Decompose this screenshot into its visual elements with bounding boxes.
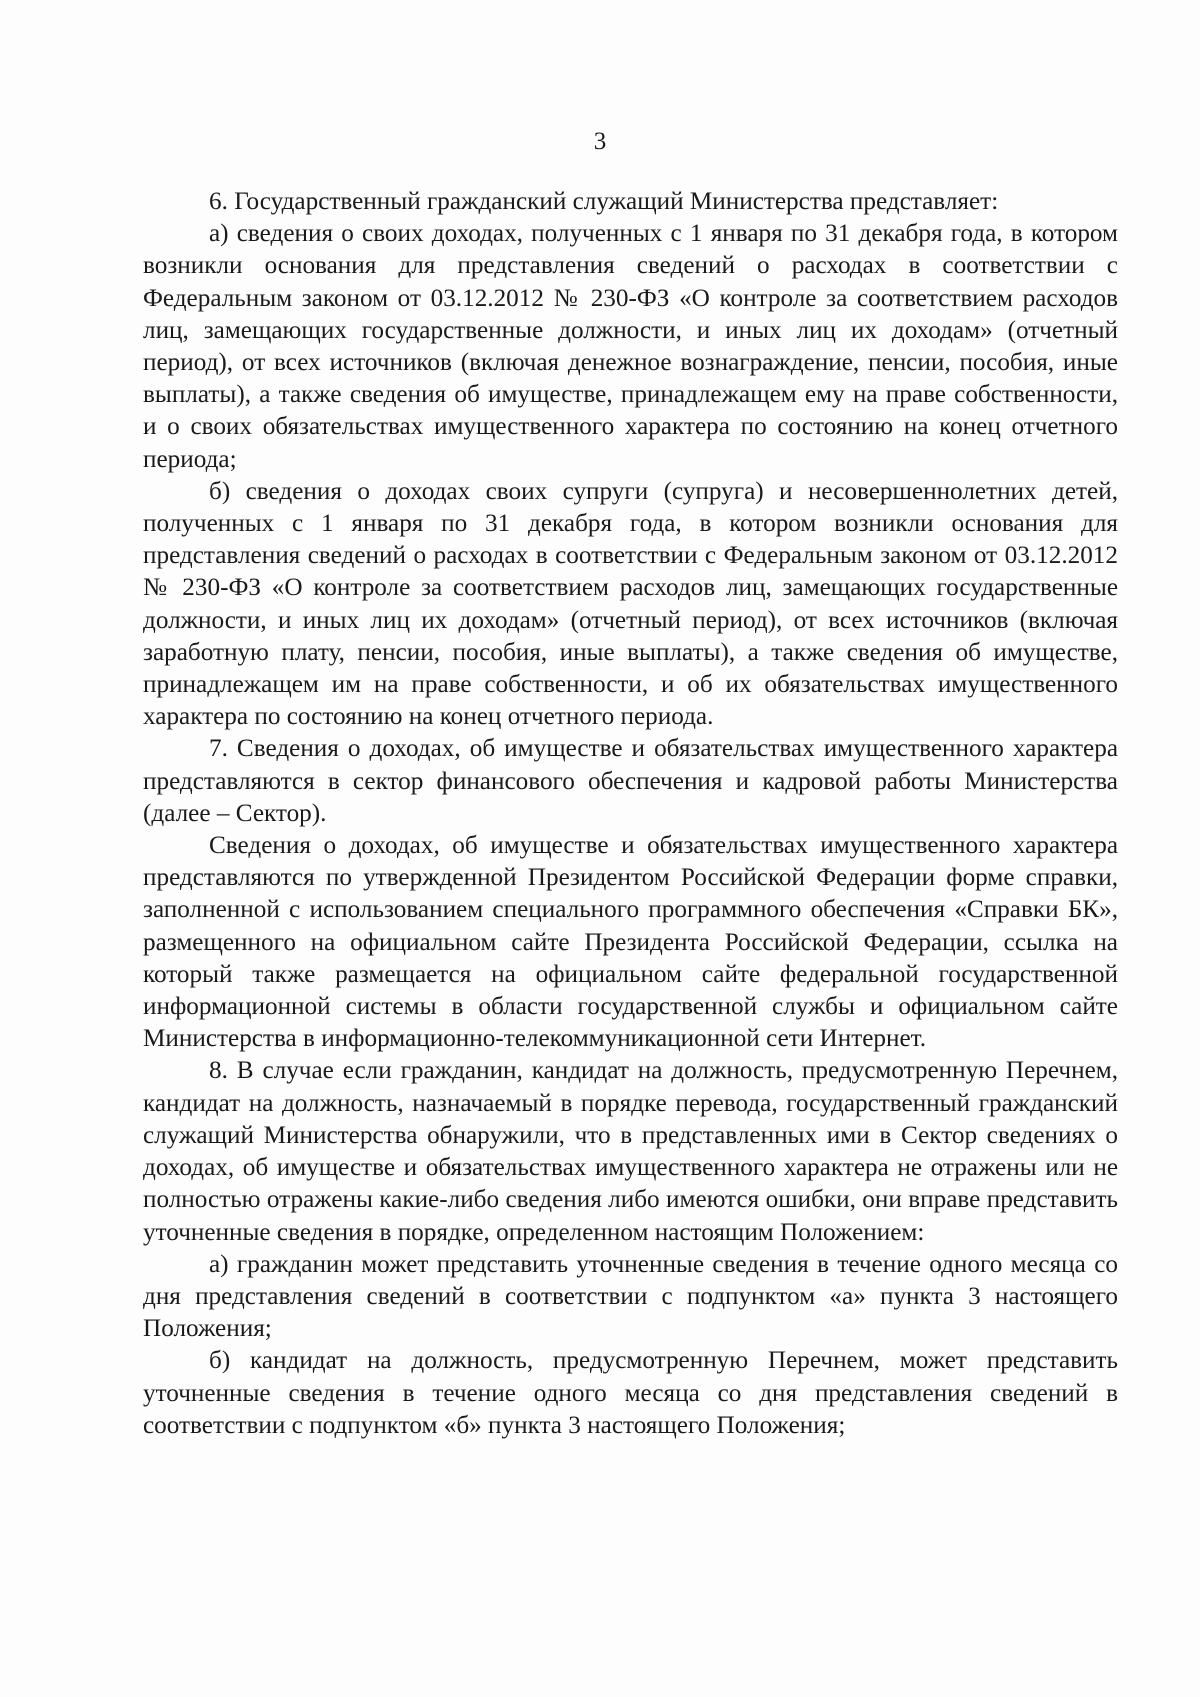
paragraph-7: 7. Сведения о доходах, об имуществе и обязательствах имущественного характера представляются в сектор финансового обеспечения и кадровой работы Министерства (далее – Сектор). xyxy=(143,735,1118,827)
paragraph-6a: а) сведения о своих доходах, полученных с 1 января по 31 декабря года, в котором возникли основания для представления сведений о расходах в соответствии с Федеральным законом от 03.12.2012 № 230-ФЗ «О контроле за соответствием расходов лиц, замещающих государственные должности, и иных лиц их доходам» (отчетный период), от всех источников (включая денежное вознаграждение, пенсии, пособия, иные выплаты), а также сведения об имуществе, принадлежащем ему на праве собственности, и о своих обязательствах имущественного характера по состоянию на конец отчетного периода; xyxy=(143,220,1118,473)
paragraph-7-continued: Сведения о доходах, об имуществе и обязательствах имущественного характера представляются по утвержденной Президентом Российской Федерации форме справки, заполненной с использованием специального программного обеспечения «Справки БК», размещенного на официальном сайте Президента Российской Федерации, ссылка на который также размещается на официальном сайте федеральной государственной информационной системы в области государственной службы и официальном сайте Министерства в информационно-телекоммуникационной сети Интернет. xyxy=(143,832,1118,1053)
paragraph-8b: б) кандидат на должность, предусмотренную Перечнем, может представить уточненные сведения в течение одного месяца со дня представления сведений в соответствии с подпунктом «б» пункта 3 настоящего Положения; xyxy=(143,1347,1118,1439)
document-body xyxy=(143,186,1118,1442)
paragraph-6: 6. Государственный гражданский служащий Министерства представляет: xyxy=(209,188,999,215)
paragraph-8: 8. В случае если гражданин, кандидат на должность, предусмотренную Перечнем, кандидат на должность, назначаемый в порядке перевода, государственный гражданский служащий Министерства обнаружили, что в представленных ими в Сектор сведениях о доходах, об имуществе и обязательствах имущественного характера не отражены или не полностью отражены какие-либо сведения либо имеются ошибки, они вправе представить уточненные сведения в порядке, определенном настоящим Положением: xyxy=(143,1057,1118,1246)
page-number: 3 xyxy=(593,128,607,155)
paragraph-8a: а) гражданин может представить уточненные сведения в течение одного месяца со дня представления сведений в соответствии с подпунктом «а» пункта 3 настоящего Положения; xyxy=(143,1250,1118,1343)
paragraph-6b: б) сведения о доходах своих супруги (супруга) и несовершеннолетних детей, полученных с 1 января по 31 декабря года, в котором возникли основания для представления сведений о расходах в соответствии с Федеральным законом от 03.12.2012 № 230-ФЗ «О контроле за соответствием расходов лиц, замещающих государственные должности, и иных лиц их доходам» (отчетный период), от всех источников (включая заработную плату, пенсии, пособия, иные выплаты), а также сведения об имуществе, принадлежащем им на праве собственности, и об их обязательствах имущественного характера по состоянию на конец отчетного периода. xyxy=(143,477,1118,731)
